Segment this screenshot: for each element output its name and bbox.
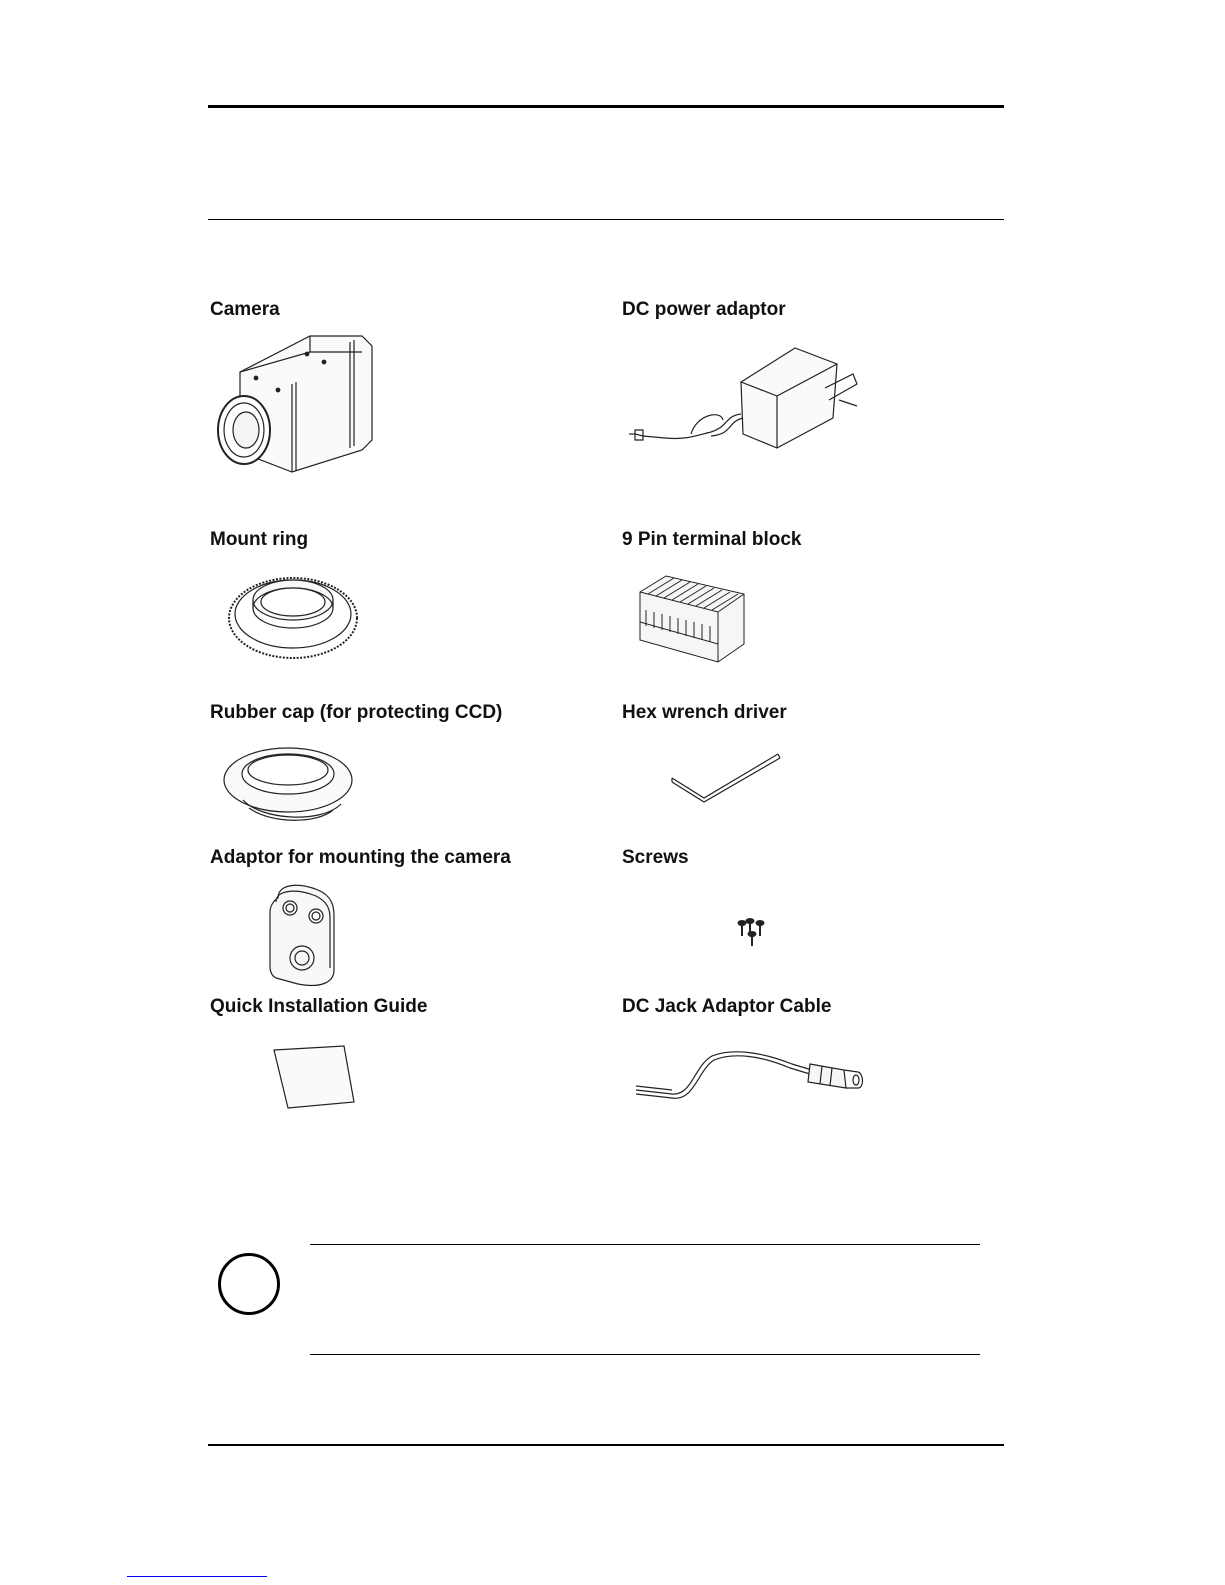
mount-ring-icon <box>226 568 360 660</box>
rubber-cap-icon <box>221 740 355 824</box>
item-label-terminal-block: 9 Pin terminal block <box>622 529 802 550</box>
dc-jack-cable-icon <box>632 1046 866 1110</box>
note-rule-bottom <box>310 1354 980 1355</box>
footer-rule <box>208 1444 1004 1446</box>
note-rule-top <box>310 1244 980 1245</box>
item-label-dc-jack-cable: DC Jack Adaptor Cable <box>622 996 832 1017</box>
camera-icon <box>212 332 382 480</box>
item-label-rubber-cap: Rubber cap (for protecting CCD) <box>210 702 503 723</box>
header-rule-bottom <box>208 219 1004 220</box>
item-label-camera: Camera <box>210 299 280 320</box>
item-label-mount-ring: Mount ring <box>210 529 309 550</box>
terminal-block-icon <box>636 570 748 666</box>
item-label-guide: Quick Installation Guide <box>210 996 428 1017</box>
screws-icon <box>734 918 770 948</box>
header-rule-top <box>208 105 1004 108</box>
hex-wrench-icon <box>668 750 782 804</box>
footer-link-underline[interactable] <box>127 1576 267 1577</box>
item-label-power-adaptor: DC power adaptor <box>622 299 786 320</box>
mounting-adaptor-icon <box>268 882 338 990</box>
power-adaptor-icon <box>625 344 861 454</box>
note-circle-icon <box>218 1253 280 1315</box>
item-label-hex-wrench: Hex wrench driver <box>622 702 787 723</box>
guide-booklet-icon <box>270 1044 358 1110</box>
item-label-mounting-adaptor: Adaptor for mounting the camera <box>210 847 511 868</box>
item-label-screws: Screws <box>622 847 689 868</box>
